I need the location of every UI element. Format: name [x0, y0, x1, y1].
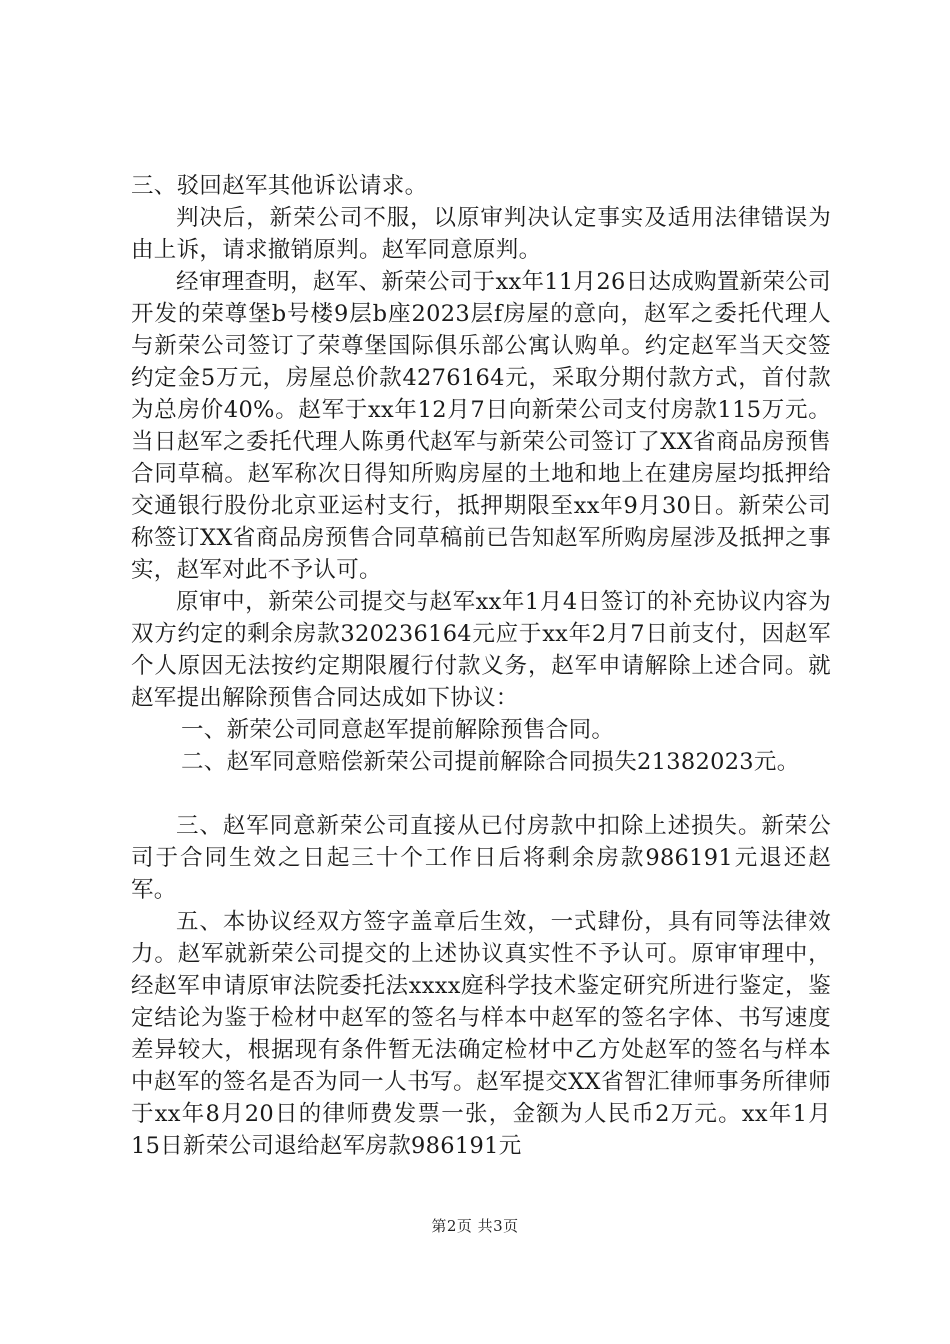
- paragraph-agreement-item-2: 二、赵军同意赔偿新荣公司提前解除合同损失21382023元。: [181, 749, 800, 775]
- paragraph-appeal: 判决后，新荣公司不服，以原审判决认定事实及适用法律错误为由上诉，请求撤销原判。赵军同意原判。: [131, 205, 831, 263]
- paragraph-agreement-item-5: 五、本协议经双方签字盖章后生效，一式肆份，具有同等法律效力。赵军就新荣公司提交的上述协议真实性不予认可。原审审理中，经赵军申请原审法院委托法xxxx庭科学技术鉴定研究所进行鉴定，鉴定结论为鉴于检材中赵军的签名与样本中赵军的签名字体、书写速度差异较大，根据现有条件暂无法确定检材中乙方处赵军的签名与样本中赵军的签名是否为同一人书写。赵军提交XX省智汇律师事务所律师于xx年8月20日的律师费发票一张，金额为人民币2万元。xx年1月15日新荣公司退给赵军房款986191元: [131, 909, 831, 1159]
- page-number-footer: 第2页 共3页: [431, 1217, 519, 1235]
- paragraph-agreement-item-1: 一、新荣公司同意赵军提前解除预售合同。: [181, 717, 615, 743]
- paragraph-findings: 经审理查明，赵军、新荣公司于xx年11月26日达成购置新荣公司开发的荣尊堡b号楼9层b座2023层f房屋的意向，赵军之委托代理人与新荣公司签订了荣尊堡国际俱乐部公寓认购单。约定赵军当天交签约定金5万元，房屋总价款4276164元，采取分期付款方式，首付款为总房价40%。赵军于xx年12月7日向新荣公司支付房款115万元。当日赵军之委托代理人陈勇代赵军与新荣公司签订了XX省商品房预售合同草稿。赵军称次日得知所购房屋的土地和地上在建房屋均抵押给交通银行股份北京亚运村支行，抵押期限至xx年9月30日。新荣公司称签订XX省商品房预售合同草稿前已告知赵军所购房屋涉及抵押之事实，赵军对此不予认可。: [131, 269, 831, 583]
- paragraph-dismiss-claims: 三、驳回赵军其他诉讼请求。: [131, 173, 428, 199]
- paragraph-original-trial: 原审中，新荣公司提交与赵军xx年1月4日签订的补充协议内容为双方约定的剩余房款320236164元应于xx年2月7日前支付，因赵军个人原因无法按约定期限履行付款义务，赵军申请解除上述合同。就赵军提出解除预售合同达成如下协议：: [131, 589, 831, 711]
- document-body: [131, 170, 831, 1162]
- paragraph-agreement-item-3: 三、赵军同意新荣公司直接从已付房款中扣除上述损失。新荣公司于合同生效之日起三十个工作日后将剩余房款986191元退还赵军。: [131, 813, 831, 903]
